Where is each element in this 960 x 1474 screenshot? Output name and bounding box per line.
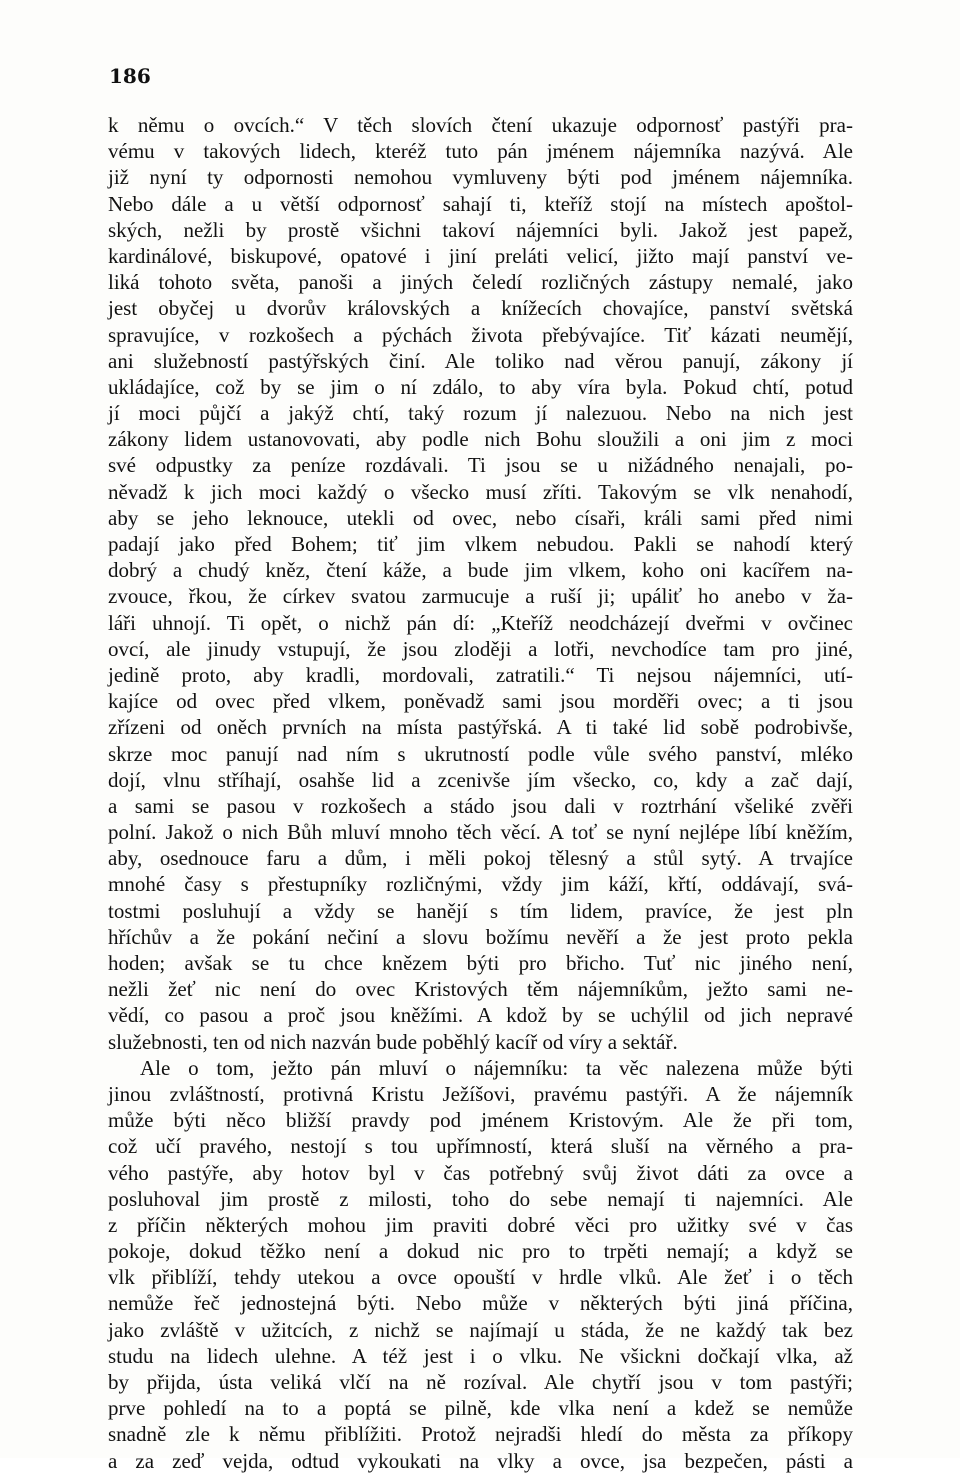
text-line: což učí pravého, nestojí s tou upřímností, která sluší na věrného a pra- <box>108 1134 853 1159</box>
text-line: Nebo dále a u větší odpornosť sahají ti, kteříž stojí na místech apoštol- <box>108 191 853 216</box>
text-line: by přijda, ústa veliká vlčí na ně rozíval. Ale chytří jsou v tom pastýři; <box>108 1370 853 1394</box>
text-line: mnohé časy s přestupníky rozličnými, vždy jim káží, křtí, oddávají, svá- <box>108 872 853 897</box>
text-line: zřízeni od oněch prvních na místa pastýřská. A ti také lid sobě podrobivše, <box>108 715 853 740</box>
text-line: dojí, vlnu stříhají, osahše lid a zcenivše jím všecko, co, kdy a zač dají, <box>108 767 853 792</box>
text-line: Ale o tom, ježto pán mluví o nájemníku: ta věc nalezena může býti <box>140 1055 853 1080</box>
text-line: jí moci půjčí a jakýž chtí, taký rozum jí nalezuou. Nebo na nich jest <box>108 401 853 426</box>
text-line: může býti něco bližší pravdy pod jménem Kristovým. Ale že při tom, <box>108 1108 853 1133</box>
text-line: služebnosti, ten od nich nazván bude poběhlý kacíř od víry a sektář. <box>108 1029 678 1054</box>
text-line: z příčin některých mohou jim praviti dobré věci pro užitky své v čas <box>108 1212 853 1237</box>
text-line: ani služebností pastýřských činí. Ale toliko nad věrou panují, zákony jí <box>108 348 853 373</box>
text-line: již nyní ty odpornosti nemohou vymluveny býti pod jménem nájemníka. <box>108 165 853 190</box>
text-line: vému v takových lidech, kteréž tuto pán jménem nájemníka nazývá. Ale <box>108 139 853 164</box>
text-line: a za zeď vejda, odtud vykoukati na vlky a ovce, jsa bezpečen, pásti a <box>108 1448 853 1473</box>
text-line: své odpustky za peníze rozdávali. Ti jsou se u nižádného nenajali, po- <box>108 453 853 478</box>
text-line: ských, nežli by prostě všichni takoví nájemníci byli. Jakož jest papež, <box>108 217 853 242</box>
text-line: hříchův a že pokání nečiní a slovu božímu nevěří a že jest proto pekla <box>108 924 853 949</box>
body-text <box>108 112 853 1474</box>
text-line: ovcí, ale jinudy vstupují, že jsou zloději a lotři, nevchodíce tam pro jiné, <box>108 636 853 661</box>
text-line: nemůže řeč jednostejná býti. Nebo může v některých býti jiná příčina, <box>108 1291 853 1316</box>
text-line: jedině proto, aby kradli, mordovali, zatratili.“ Ti nejsou nájemníci, utí- <box>108 662 853 687</box>
text-line: pokoje, dokud těžko není a dokud nic pro to trpěti nemají; a když se <box>108 1239 853 1264</box>
text-line: hoden; avšak se tu chce knězem býti pro břicho. Tuť nic jiného není, <box>108 951 853 975</box>
text-line: jinou zvláštností, protivná Kristu Ježíšovi, pravému pastýři. A že nájemník <box>108 1081 853 1106</box>
text-line: zvouce, řkou, že církev svatou zarmucuje a ruší ji; upáliť ho anebo v ža- <box>108 584 853 609</box>
text-line: nežli žeť nic není do ovec Kristových těm nájemníkům, ježto sami ne- <box>108 977 853 1002</box>
text-line: ukládajíce, což by se jim o ní zdálo, to aby víra byla. Pokud chtí, potud <box>108 374 853 399</box>
text-line: kardinálové, biskupové, opatové i jiní preláti velicí, jižto mají panství ve- <box>108 243 853 268</box>
text-line: a sami se pasou v rozkošech a stádo jsou dali v roztrhání všeliké zvěři <box>108 793 853 818</box>
text-line: kajíce od ovec před vlkem, poněvadž sami jsou morděři ovec; a ti jsou <box>108 689 853 714</box>
text-line: aby se jeho leknouce, utekli od ovec, nebo císaři, králi sami před nimi <box>108 505 853 530</box>
text-line: vlk přiblíží, tehdy utekou a ovce opouští v hrdle vlků. Ale žeť i o těch <box>108 1265 853 1290</box>
text-line: k němu o ovcích.“ V těch slovích čtení ukazuje odpornosť pastýři pra- <box>108 113 853 137</box>
text-line: prve pohledí na to a poptá se pilně, kde vlka není a kdež se nemůže <box>108 1396 853 1421</box>
text-line: dobrý a chudý kněz, čtení káže, a bude jim vlkem, koho oni kacířem na- <box>108 558 853 583</box>
text-line: polní. Jakož o nich Bůh mluví mnoho těch věcí. A toť se nyní nejlépe líbí kněžím, <box>108 820 853 845</box>
text-line: jako zvláště v užitcích, z nichž se najímají u stáda, že ne každý tak bez <box>108 1317 853 1342</box>
text-line: tostmi posluhují a vždy se hanějí s tím lidem, pravíce, že jest pln <box>108 898 853 923</box>
text-line: spravujíce, v rozkošech a pýchách života přebývajíce. Tiť kázati neumějí, <box>108 322 853 347</box>
text-line: liká tohoto světa, panoši a jiných čeledí rozličných zástupy nemalé, jako <box>108 270 853 295</box>
text-line: studu na lidech ulehne. A též jest i o vlku. Ne všickni dočkají vlka, až <box>108 1343 853 1368</box>
text-line: láři uhnojí. Ti opět, o nichž pán dí: „Kteříž neodcházejí dveřmi v ovčinec <box>108 610 853 635</box>
text-line: aby, osednouce faru a dům, i měli pokoj tělesný a stůl sytý. A trvajíce <box>108 846 853 871</box>
text-line: něvadž k jich moci každý o všecko musí zříti. Takovým se vlk nenahodí, <box>108 479 853 504</box>
text-line: vého pastýře, aby hotov byl v čas potřebný svůj život dáti za ovce a <box>108 1160 853 1185</box>
page-number: 186 <box>109 64 151 88</box>
text-line: snadně zle k němu přiblížiti. Protož nejradši hledí do města za příkopy <box>108 1422 853 1447</box>
text-line: posluhoval jim prostě z milosti, toho do sebe nemají ti najemníci. Ale <box>108 1186 853 1211</box>
text-line: zákony lidem ustanovovati, aby podle nich Bohu sloužili a oni jim z moci <box>108 427 853 452</box>
text-line: jest obyčej u dvorův královských a knížecích chovajíce, panství světská <box>108 296 853 321</box>
text-line: vědí, co pasou a proč jsou kněžími. A kdož by se uchýlil od jich nepravé <box>108 1003 853 1028</box>
text-line: padají jako před Bohem; tiť jim vlkem nebudou. Pakli se nahodí který <box>108 532 853 556</box>
text-line: skrze moc panují nad ním s ukrutností podle vůle svého panství, mléko <box>108 741 853 766</box>
